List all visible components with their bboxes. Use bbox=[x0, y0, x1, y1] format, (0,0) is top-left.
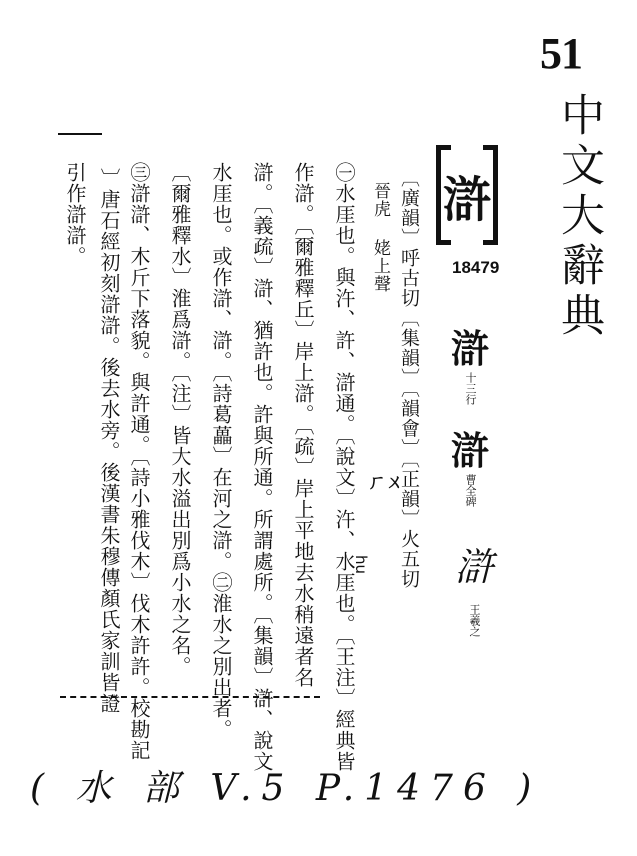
romanization: hu bbox=[352, 555, 370, 575]
definition-line: ㊀水厓也。與汻、許、滸通。〔說文〕汻、水厓也。〔王注〕經典皆 bbox=[332, 162, 356, 772]
definition-line: ㊂滸滸、木斤下落貌。與許通。〔詩小雅伐木〕伐木許許。校勘記 bbox=[127, 162, 151, 761]
dictionary-title: 中文大辭典 bbox=[553, 92, 604, 342]
zhuyin-phonetic: ㄏㄨ bbox=[368, 472, 404, 493]
variant-glyph: 滸 bbox=[454, 545, 493, 589]
definition-line: 〔爾雅釋水〕淮爲滸。〔注〕皆大水溢出別爲小水之名。 bbox=[168, 162, 192, 677]
definition-line: 引作滸滸。 bbox=[63, 162, 87, 267]
right-bracket bbox=[483, 145, 498, 245]
script-variant bbox=[448, 326, 492, 405]
divider-rule bbox=[58, 133, 102, 135]
variant-source: 十三行 bbox=[464, 372, 478, 405]
definition-line: 作滸。〔爾雅釋丘〕岸上滸。〔疏〕岸上平地去水稍遠者名 bbox=[291, 162, 315, 688]
definition-line: 〕唐石經初刻滸滸。後去水旁。後漢書朱穆傳顏氏家訓皆證 bbox=[97, 168, 121, 714]
rhyme-readings: 〔廣韻〕呼古切〔集韻〕〔韻會〕〔正韻〕火五切 bbox=[398, 168, 420, 589]
page-bottom-rule bbox=[60, 696, 320, 698]
script-variant bbox=[452, 545, 496, 637]
definition-line: 水厓也。或作滸、滸。〔詩葛藟〕在河之滸。㊁淮水之別出者。 bbox=[209, 162, 233, 740]
variant-source: 王羲之 bbox=[468, 604, 482, 637]
definition-line: 滸。〔義疏〕滸、猶許也。許與所通。所謂處所。〔集韻〕滸、說文 bbox=[250, 162, 274, 772]
handwritten-reference-note: ( 水 部 V.5 P.1476 ) bbox=[30, 768, 542, 809]
left-bracket bbox=[436, 145, 451, 245]
head-char-box bbox=[436, 145, 498, 245]
entry-number: 18479 bbox=[452, 258, 500, 277]
ancient-pronunciation: 晉虎 姥上聲 bbox=[370, 182, 390, 293]
page-number: 51 bbox=[540, 29, 582, 78]
script-variant bbox=[448, 428, 492, 507]
variant-glyph: 滸 bbox=[450, 326, 489, 371]
variant-source: 曹全碑 bbox=[464, 474, 478, 507]
head-character: 滸 bbox=[442, 171, 491, 228]
variant-glyph: 滸 bbox=[450, 428, 489, 473]
